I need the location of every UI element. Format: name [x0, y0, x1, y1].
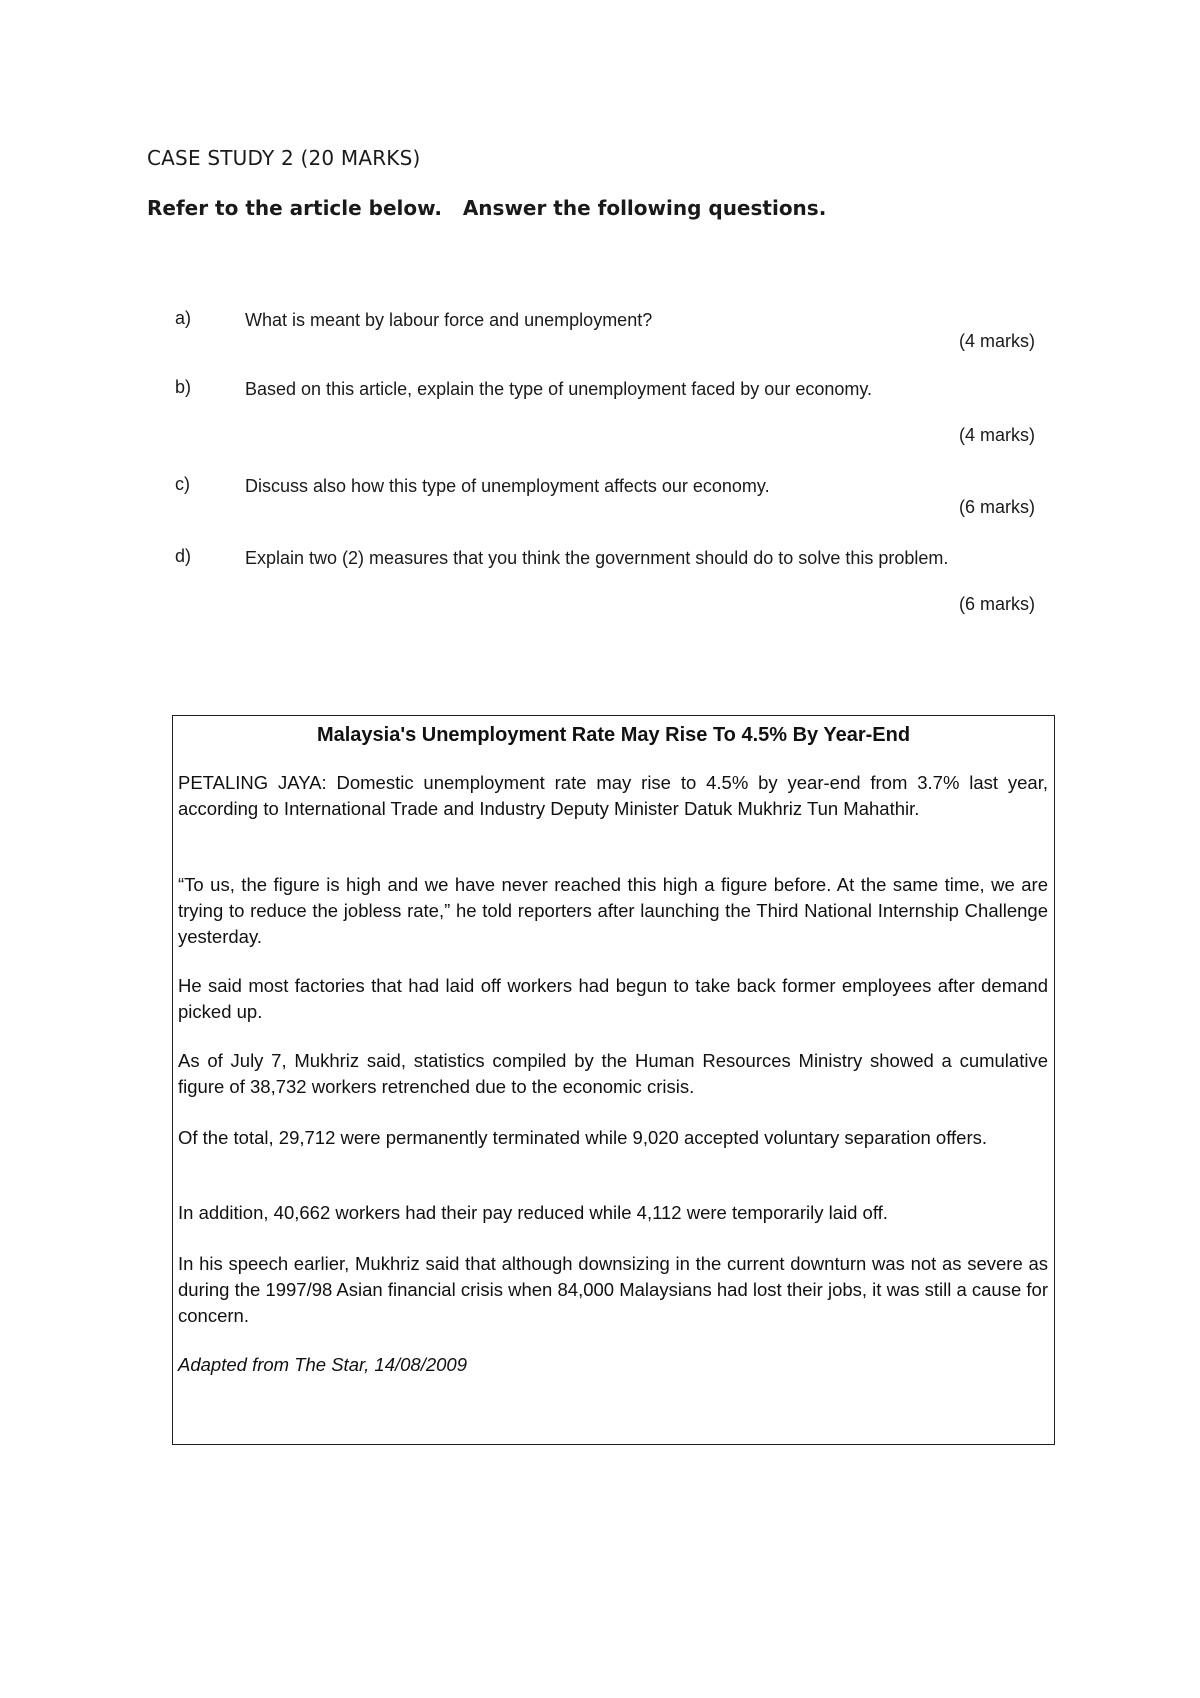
article-box	[172, 715, 1055, 1445]
question-marks: (6 marks)	[959, 497, 1035, 517]
question-d	[175, 546, 1035, 621]
article-paragraph: In addition, 40,662 workers had their pay reduced while 4,112 were temporarily laid off.	[178, 1202, 888, 1223]
question-b	[175, 377, 1035, 447]
question-c	[175, 474, 1035, 524]
question-marks: (4 marks)	[959, 331, 1035, 351]
question-text: Based on this article, explain the type of unemployment faced by our economy.	[245, 379, 873, 399]
article-paragraph: He said most factories that had laid off workers had begun to take back former employees after demand picked up.	[178, 975, 1048, 1022]
article-paragraph: In his speech earlier, Mukhriz said that although downsizing in the current downturn was not as severe as during the 1997/98 Asian financial crisis when 84,000 Malaysians had lost their jobs, it was still a cause for concern.	[178, 1253, 1048, 1326]
question-a	[175, 308, 1035, 358]
question-text: What is meant by labour force and unemployment?	[245, 310, 653, 330]
case-study-title: CASE STUDY 2 (20 MARKS)	[147, 146, 421, 170]
question-marks: (4 marks)	[959, 425, 1035, 445]
article-paragraph: “To us, the figure is high and we have never reached this high a figure before. At the same time, we are trying to reduce the jobless rate,” he told reporters after launching the Third National Internship Challenge yesterday.	[178, 874, 1048, 947]
article-paragraph: Of the total, 29,712 were permanently terminated while 9,020 accepted voluntary separation offers.	[178, 1127, 987, 1148]
article-source: Adapted from The Star, 14/08/2009	[178, 1354, 467, 1375]
article-paragraph: As of July 7, Mukhriz said, statistics compiled by the Human Resources Ministry showed a cumulative figure of 38,732 workers retrenched due to the economic crisis.	[178, 1050, 1048, 1097]
question-label: a)	[175, 308, 192, 328]
article-paragraph: PETALING JAYA: Domestic unemployment rate may rise to 4.5% by year-end from 3.7% last year, according to International Trade and Industry Deputy Minister Datuk Mukhriz Tun Mahathir.	[178, 772, 1048, 819]
question-marks: (6 marks)	[959, 594, 1035, 614]
question-text: Discuss also how this type of unemployment affects our economy.	[245, 476, 770, 496]
question-label: c)	[175, 474, 190, 494]
article-title: Malaysia's Unemployment Rate May Rise To 4.5% By Year-End	[316, 724, 911, 746]
question-text: Explain two (2) measures that you think the government should do to solve this problem.	[245, 548, 949, 568]
question-label: b)	[175, 377, 192, 397]
case-study-instruction: Refer to the article below. Answer the following questions.	[147, 196, 827, 220]
question-label: d)	[175, 546, 192, 566]
